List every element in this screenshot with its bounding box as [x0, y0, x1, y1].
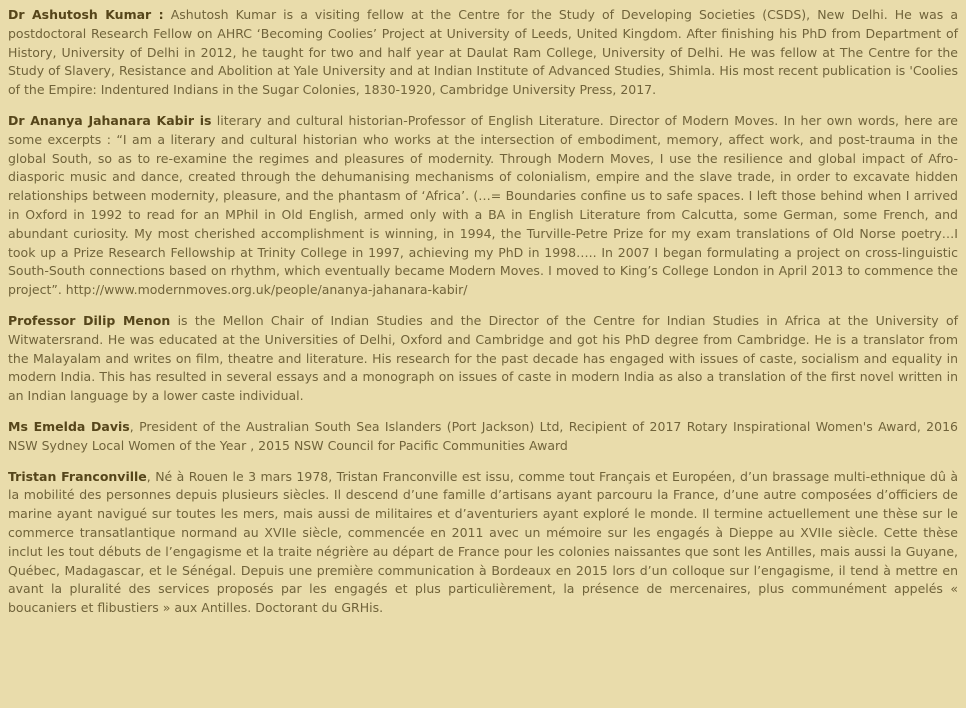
bio-name: Dr Ashutosh Kumar : [8, 7, 164, 22]
bio-text: , President of the Australian South Sea Islanders (Port Jackson) Ltd, Recipient of 2017 Rotary Inspirational Women's Award, 2016 NSW Sydney Local Women of the Year , 2015 NSW Council for Pacific Communities Award [8, 418, 958, 453]
bio-paragraph-dilip-menon [8, 312, 958, 406]
bio-text: literary and cultural historian-Professor of English Literature. Director of Modern Moves. In her own words, here are some excerpts : “I am a literary and cultural historian who works at the intersection of embodiment, memory, affect work, and post-trauma in the global South, so as to re-examine the regimes and pleasures of modernity. Through Modern Moves, I use the resilience and global impact of Afro-diasporic music and dance, created through the dehumanising mechanisms of colonialism, empire and the slave trade, in order to excavate hidden relationships between modernity, pleasure, and the phantasm of ‘Africa’. (…= Boundaries confine us to safe spaces. I left those behind when I arrived in Oxford in 1992 to read for an MPhil in Old English, armed only with a BA in English Literature from Calcutta, some German, some French, and abundant curiosity. My most cherished accomplishment is winning, in 1994, the Turville-Petre Prize for my exam translations of Old Norse poetry…I took up a Prize Research Fellowship at Trinity College in 1997, achieving my PhD in 1998….. In 2007 I began formulating a project on cross-linguistic South-South connections based on rhythm, which eventually became Modern Moves. I moved to King’s College London in April 2013 to commence the project”. http://www.modernmoves.org.uk/people/ananya-jahanara-kabir/ [8, 112, 958, 298]
bio-text: Ashutosh Kumar is a visiting fellow at the Centre for the Study of Developing Societies (CSDS), New Delhi. He was a postdoctoral Research Fellow on AHRC ‘Becoming Coolies’ Project at University of Leeds, United Kingdom. After finishing his PhD from Department of History, University of Delhi in 2012, he taught for two and half year at Daulat Ram College, University of Delhi. He was fellow at The Centre for the Study of Slavery, Resistance and Abolition at Yale University and at Indian Institute of Advanced Studies, Shimla. His most recent publication is 'Coolies of the Empire: Indentured Indians in the Sugar Colonies, 1830-1920, Cambridge University Press, 2017. [8, 7, 958, 98]
bio-paragraph-emelda-davis [8, 418, 958, 456]
bio-paragraph-ananya-kabir [8, 112, 958, 300]
bio-name: Dr Ananya Jahanara Kabir is [8, 112, 212, 128]
bio-name: Tristan Franconville [8, 468, 147, 484]
bio-name: Ms Emelda Davis [8, 418, 130, 434]
bio-text: , Né à Rouen le 3 mars 1978, Tristan Franconville est issu, comme tout Français et Européen, d’un brassage multi-ethnique dû à la mobilité des personnes depuis plusieurs siècles. Il descend d’une famille d’artisans ayant parcouru la France, d’une autre composées d’officiers de marine ayant navigué sur toutes les mers, mais aussi de militaires et d’aventuriers ayant exploré le monde. Il termine actuellement une thèse sur le commerce transatlantique normand au XVIIe siècle, commencée en 2011 avec un mémoire sur les engagés à Dieppe au XVIIe siècle. Cette thèse inclut les tout débuts de l’engagisme et la traite négrière au départ de France pour les colonies naissantes que sont les Antilles, mais aussi la Guyane, Québec, Madagascar, et le Sénégal. Depuis une première communication à Bordeaux en 2015 lors d’un colloque sur l’engagisme, il tend à mettre en avant la pluralité des services proposés par les engagés et plus particulièrement, la présence de mercenaires, plus communément appelés « boucaniers et flibustiers » aux Antilles. Doctorant du GRHis. [8, 468, 958, 616]
bio-text: is the Mellon Chair of Indian Studies and the Director of the Centre for Indian Studies in Africa at the University of Witwatersrand. He was educated at the Universities of Delhi, Oxford and Cambridge and got his PhD degree from Cambridge. He is a translator from the Malayalam and writes on film, theatre and literature. His research for the past decade has engaged with issues of caste, socialism and equality in modern India. This has resulted in several essays and a monograph on issues of caste in modern India as also a translation of the first novel written in an Indian language by a lower caste individual. [8, 312, 958, 404]
bio-name: Professor Dilip Menon [8, 312, 171, 328]
bio-paragraph-ashutosh-kumar [8, 6, 958, 100]
bio-paragraph-tristan-franconville [8, 468, 958, 618]
